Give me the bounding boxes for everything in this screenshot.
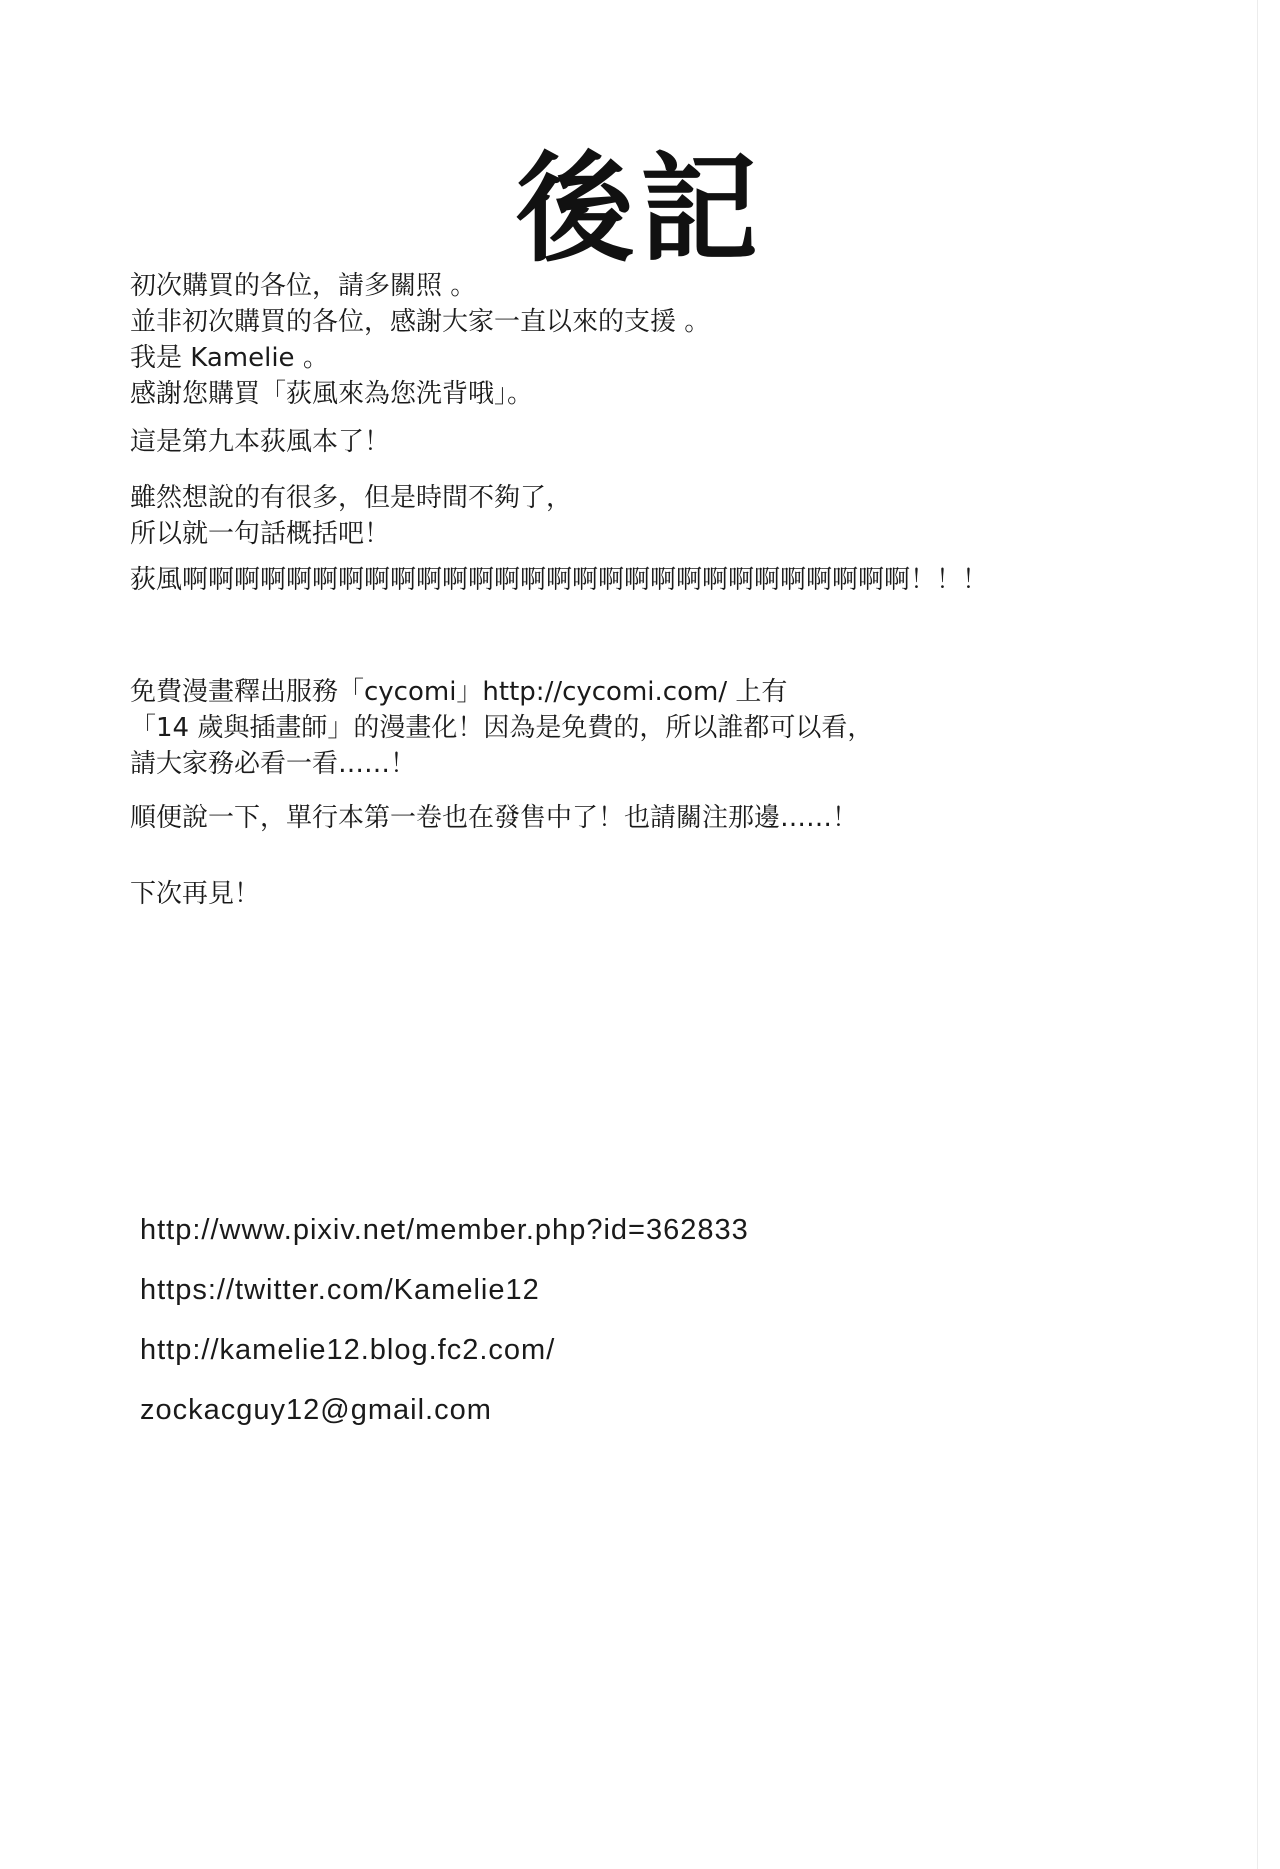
email-address[interactable]: zockacguy12@gmail.com: [140, 1394, 492, 1426]
cycomi-line-1: 免費漫畫釋出服務「cycomi」http://cycomi.com/ 上有: [130, 677, 788, 707]
twitter-link[interactable]: https://twitter.com/Kamelie12: [140, 1274, 540, 1306]
email-link-block: [140, 1392, 1040, 1428]
summary-line-2: 所以就一句話概括吧！: [130, 519, 391, 549]
ninth-line-1: 這是第九本荻風本了！: [130, 427, 391, 457]
volume-paragraph: [130, 800, 1130, 836]
twitter-link-block: [140, 1272, 1040, 1308]
greeting-line-3: 我是 Kamelie 。: [130, 343, 329, 373]
page-title: 後記: [515, 140, 764, 278]
greeting-line-2: 並非初次購買的各位，感謝大家一直以來的支援 。: [130, 307, 711, 337]
blog-link[interactable]: http://kamelie12.blog.fc2.com/: [140, 1334, 556, 1366]
cycomi-line-2: 「14 歲與插畫師」的漫畫化！因為是免費的，所以誰都可以看，: [130, 713, 874, 743]
greeting-line-1: 初次購買的各位，請多關照 。: [130, 271, 477, 301]
thanks-paragraph: [130, 376, 1130, 412]
shout-line-1: 荻風啊啊啊啊啊啊啊啊啊啊啊啊啊啊啊啊啊啊啊啊啊啊啊啊啊啊啊啊！！！: [130, 565, 989, 595]
farewell-paragraph: [130, 876, 1130, 912]
thanks-line-1: 感謝您購買「荻風來為您洗背哦」。: [130, 379, 534, 409]
cycomi-paragraph: [130, 674, 1130, 782]
ninth-book-paragraph: [130, 424, 1130, 460]
blog-link-block: [140, 1332, 1040, 1368]
pixiv-link-block: [140, 1212, 1040, 1248]
shout-paragraph: [130, 562, 1130, 598]
pixiv-link[interactable]: http://www.pixiv.net/member.php?id=362833: [140, 1214, 749, 1246]
farewell-line-1: 下次再見！: [130, 879, 261, 909]
summary-paragraph: [130, 480, 1130, 552]
page-edge-divider: [1257, 0, 1258, 1869]
volume-line-1: 順便說一下，單行本第一卷也在發售中了！也請關注那邊……！: [130, 803, 859, 833]
summary-line-1: 雖然想說的有很多，但是時間不夠了，: [130, 483, 573, 513]
cycomi-line-3: 請大家務必看一看……！: [130, 749, 417, 779]
greeting-paragraph: [130, 268, 1130, 376]
